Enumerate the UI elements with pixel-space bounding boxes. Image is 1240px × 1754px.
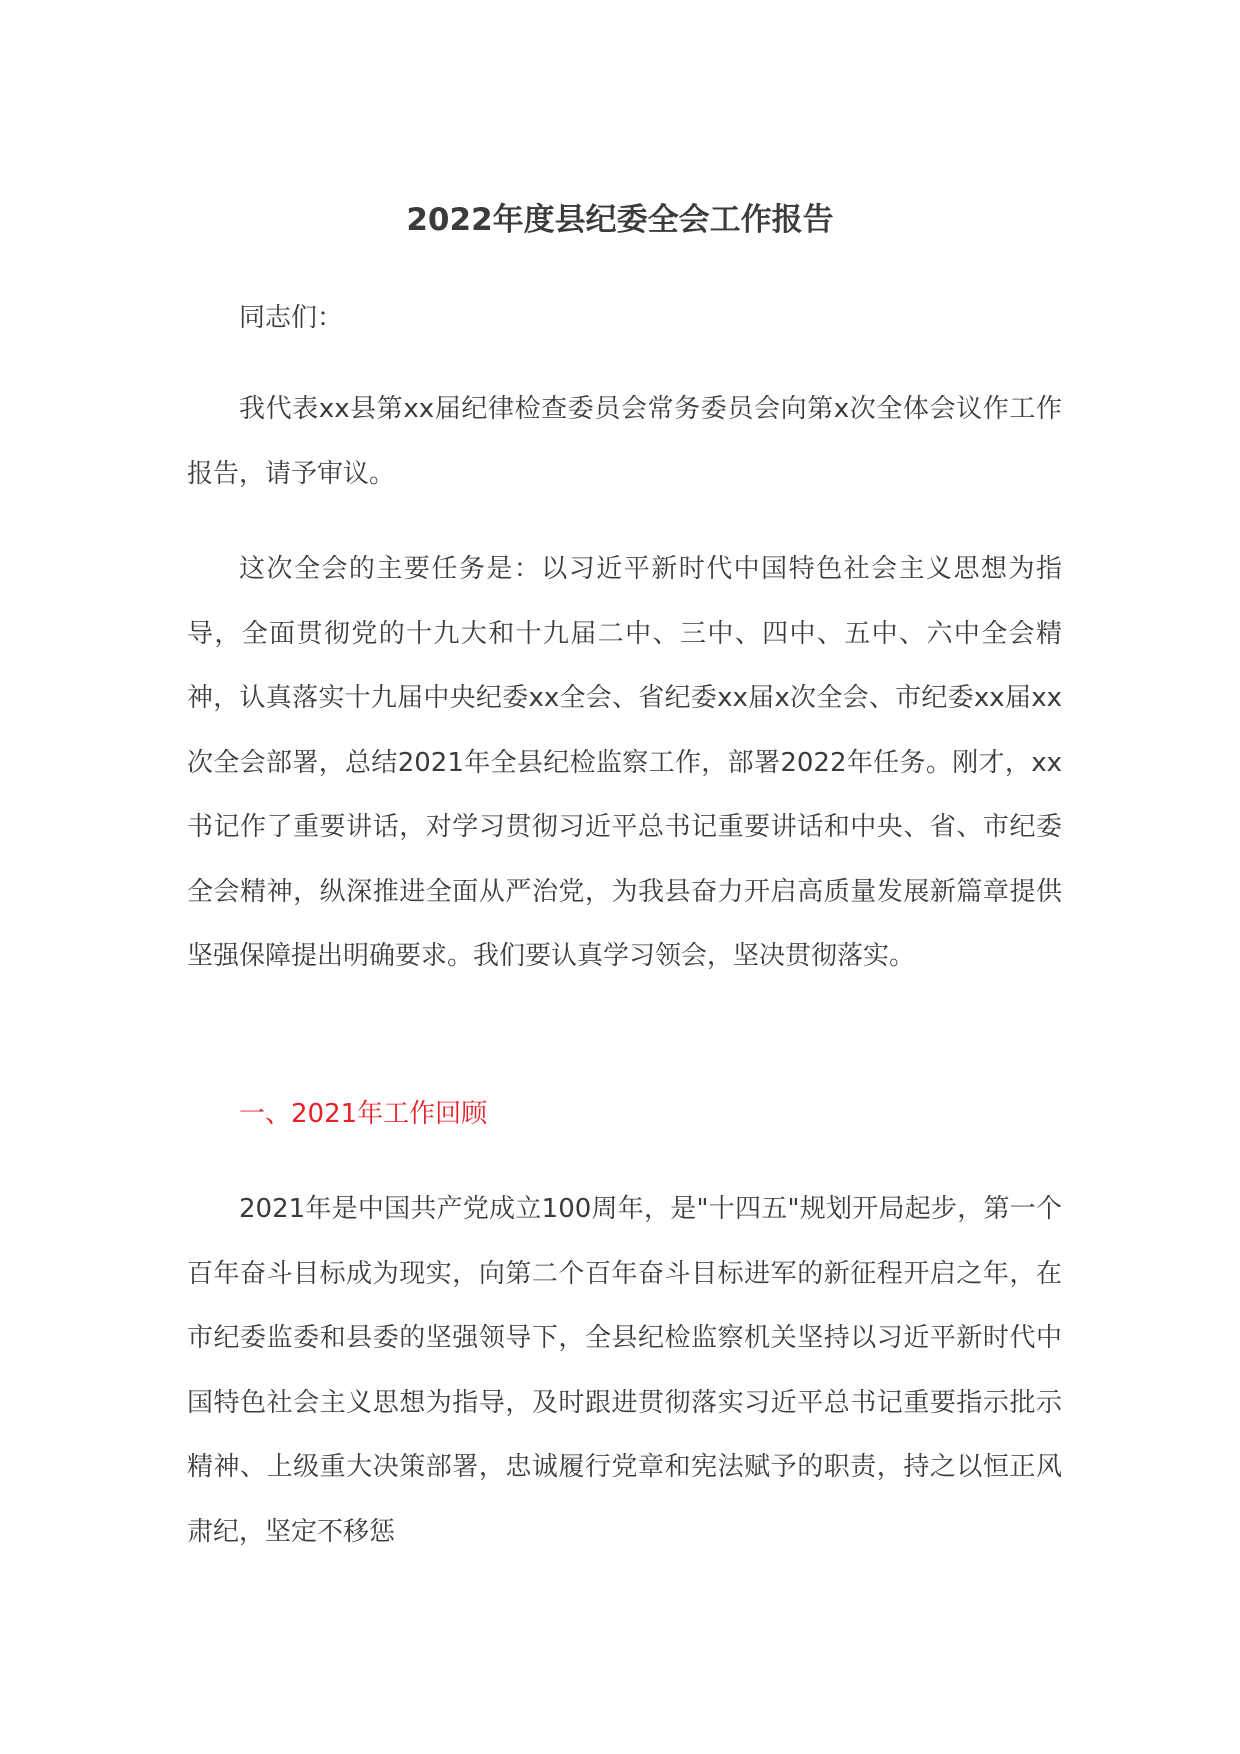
salutation: 同志们：	[239, 303, 344, 333]
paragraph-tasks: 这次全会的主要任务是：以习近平新时代中国特色社会主义思想为指导，全面贯彻党的十九大和十九届二中、三中、四中、五中、六中全会精神，认真落实十九届中央纪委xx全会、省纪委xx届x次全会、市纪委xx届xx次全会部署，总结2021年全县纪检监察工作，部署2022年任务。刚才，xx书记作了重要讲话，对学习贯彻习近平总书记重要讲话和中央、省、市纪委全会精神，纵深推进全面从严治党，为我县奋力开启高质量发展新篇章提供坚强保障提出明确要求。我们要认真学习领会，坚决贯彻落实。	[187, 554, 1062, 971]
paragraph-review: 2021年是中国共产党成立100周年，是"十四五"规划开局起步，第一个百年奋斗目标成为现实，向第二个百年奋斗目标进军的新征程开启之年，在市纪委监委和县委的坚强领导下，全县纪检监察机关坚持以习近平新时代中国特色社会主义思想为指导，及时跟进贯彻落实习近平总书记重要指示批示精神、上级重大决策部署，忠诚履行党章和宪法赋予的职责，持之以恒正风肃纪，坚定不移惩	[187, 1194, 1062, 1547]
document-title: 2022年度县纪委全会工作报告	[406, 202, 834, 238]
section-heading: 一、2021年工作回顾	[239, 1099, 488, 1129]
paragraph-intro: 我代表xx县第xx届纪律检查委员会常务委员会向第x次全体会议作工作报告，请予审议。	[187, 394, 1062, 489]
